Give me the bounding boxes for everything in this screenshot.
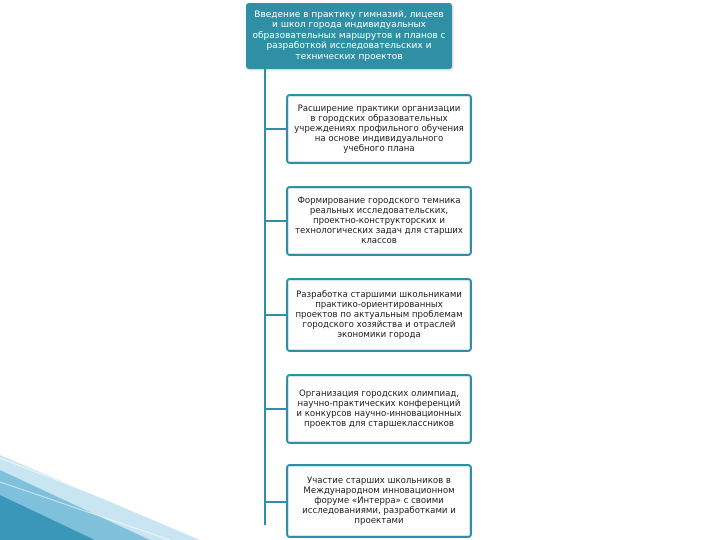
child-node-2-text: Формирование городского темника реальных исследовательских, проектно-конструкторских и технологических задач для старших классов [295, 196, 463, 246]
branch-line-2 [266, 220, 288, 222]
branch-line-3 [266, 314, 288, 316]
child-node-3-text: Разработка старшими школьниками практико-ориентированных проектов по актуальным проблемам городского хозяйства и отраслей экономики города [295, 290, 463, 340]
child-node-1 [286, 94, 472, 164]
root-node [246, 3, 452, 69]
child-node-4-text: Организация городских олимпиад, научно-практических конференций и конкурсов научно-инновационных проектов для старшеклассников [296, 389, 462, 429]
child-node-3 [286, 278, 472, 352]
root-node-text: Введение в практику гимназий, лицеев и школ города индивидуальных образовательных маршрутов и планов с разработкой исследовательских и технических проектов [252, 9, 446, 62]
branch-line-5 [266, 501, 288, 503]
tree-connector [264, 69, 266, 525]
branch-line-1 [266, 128, 288, 130]
child-node-5-text: Участие старших школьников в Международном инновационном форуме «Интерра» с своими исследованиями, разработками и проектами [302, 476, 456, 526]
child-node-4 [286, 374, 472, 444]
child-node-1-text: Расширение практики организации в городских образовательных учреждениях профильного обучения на основе индивидуального учебного плана [294, 104, 464, 154]
child-node-2 [286, 186, 472, 256]
child-node-5 [286, 464, 472, 538]
branch-line-4 [266, 408, 288, 410]
